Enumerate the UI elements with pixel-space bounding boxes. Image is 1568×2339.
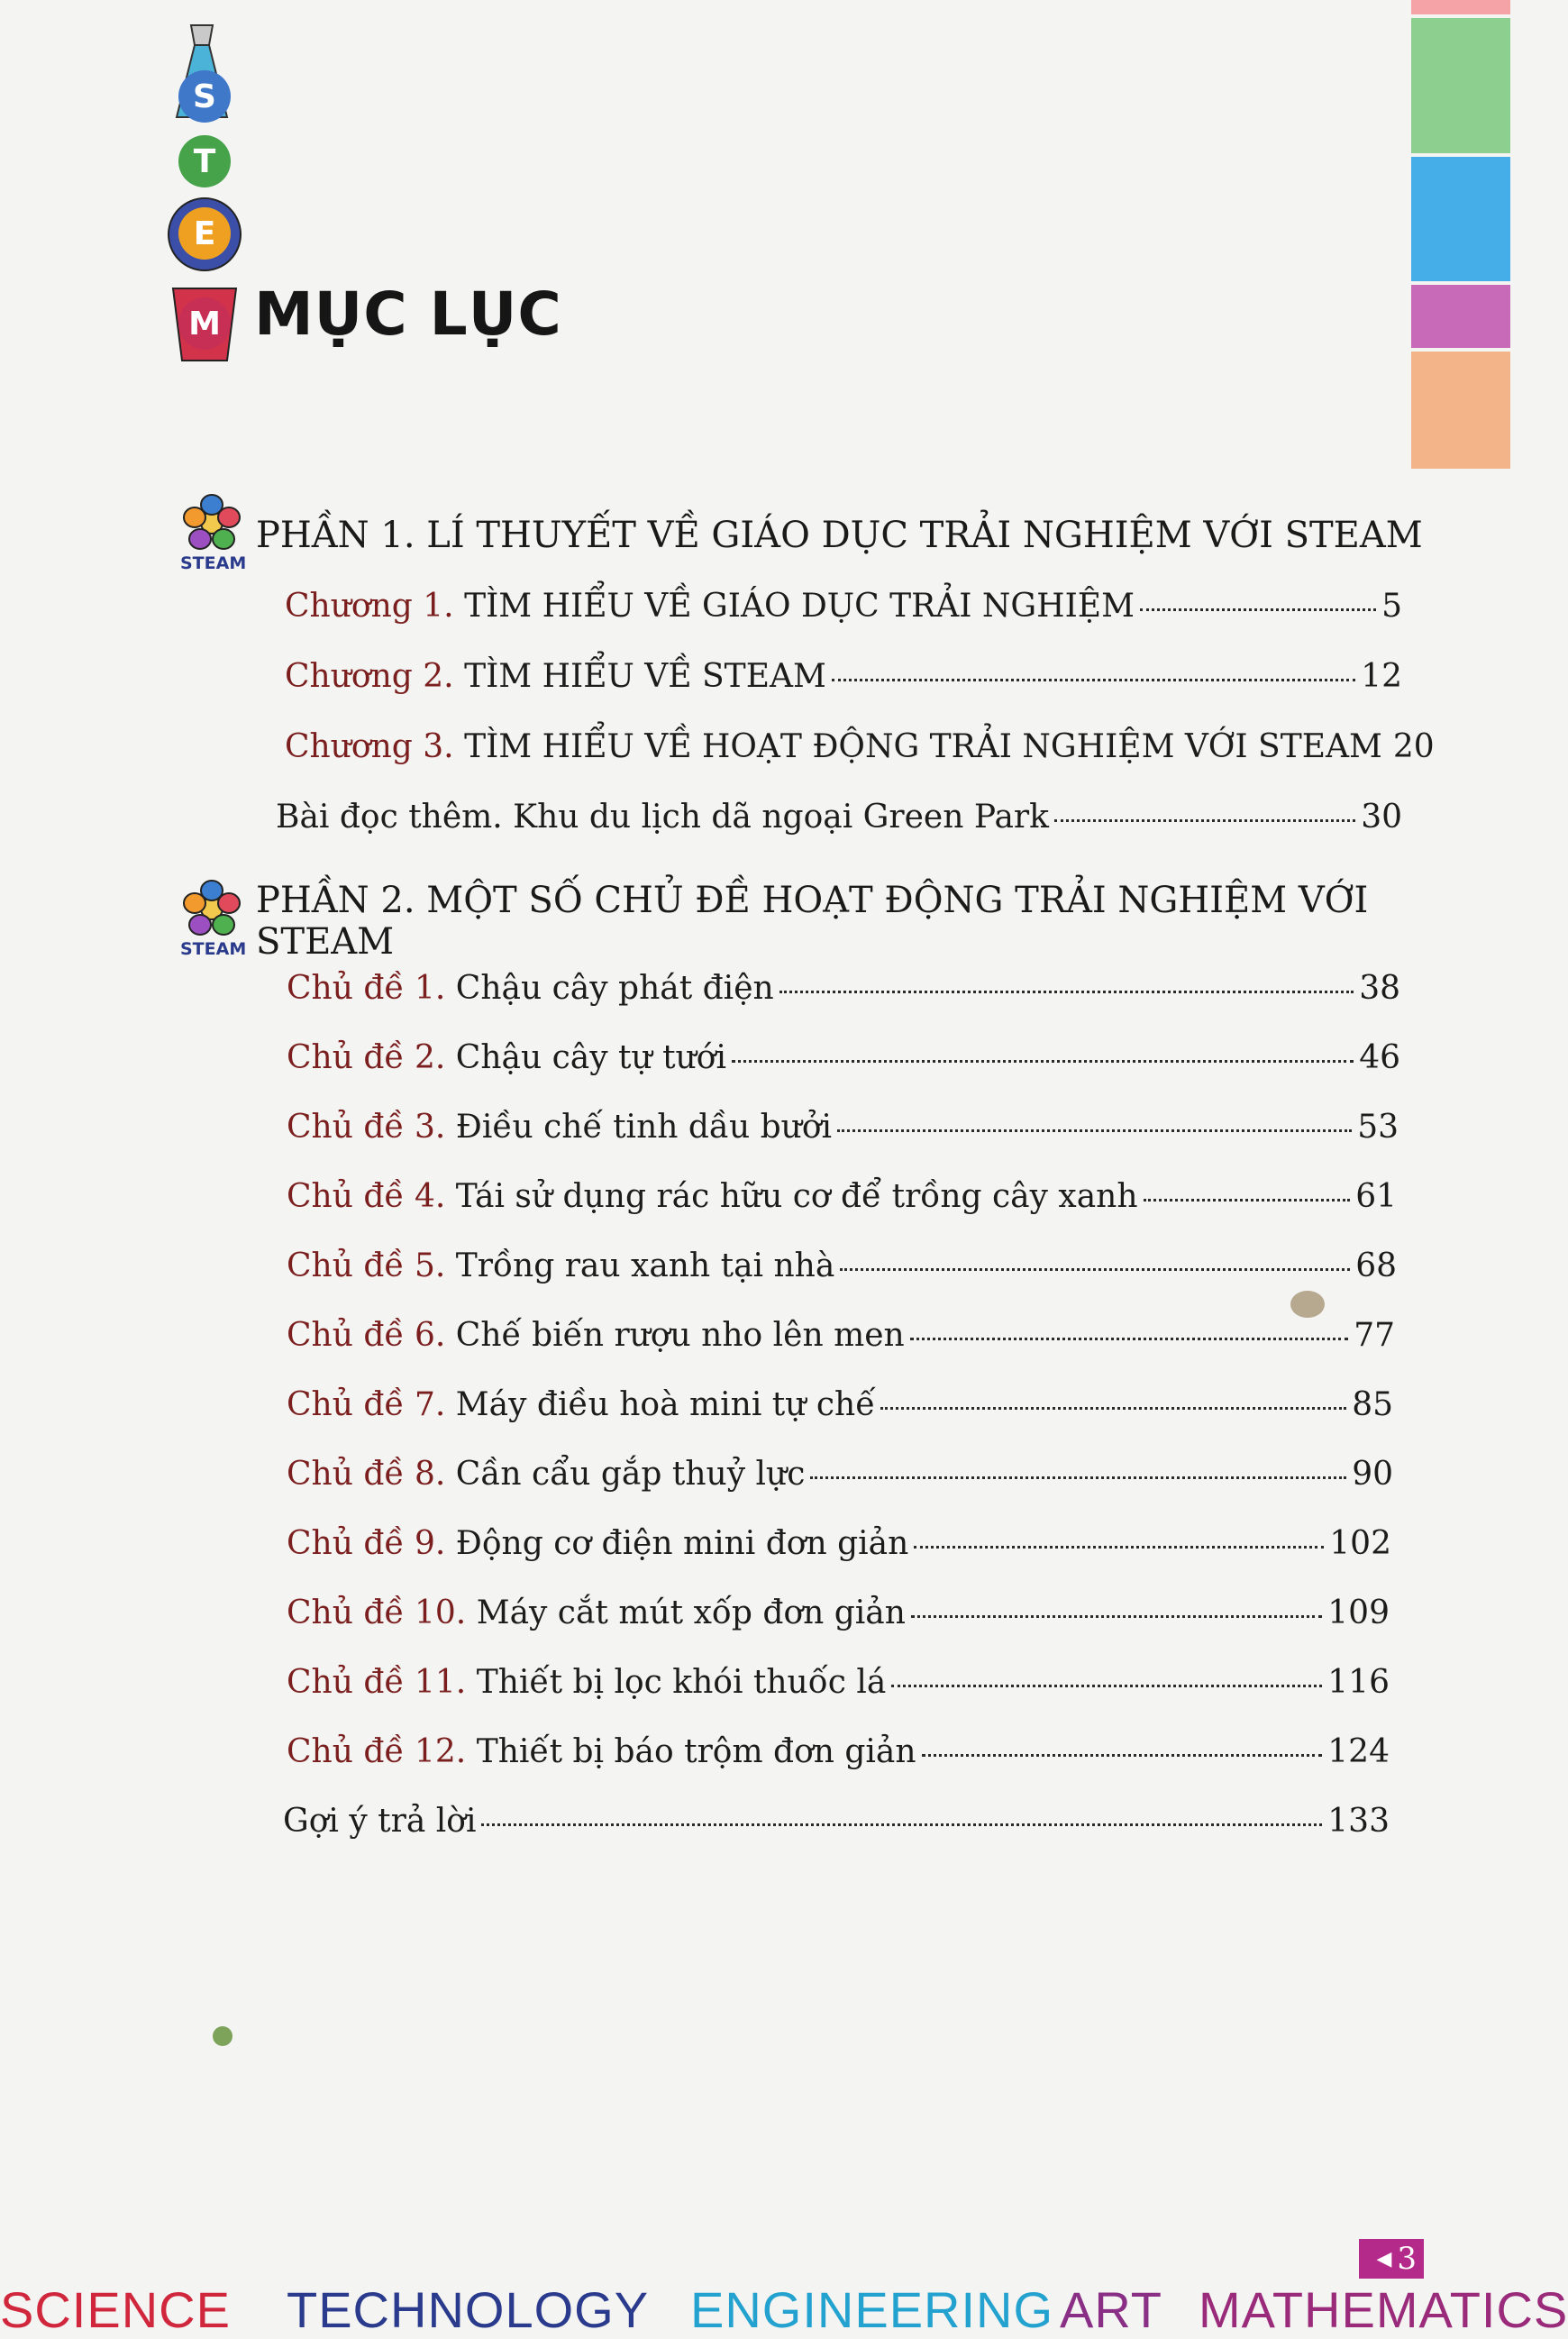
section-tab[interactable] <box>1411 285 1510 348</box>
entry-page: 12 <box>1361 658 1402 695</box>
entry-page: 5 <box>1381 588 1402 625</box>
entry-prefix: Chủ đề 4. <box>287 1178 446 1215</box>
entry-prefix: Chủ đề 11. <box>287 1664 467 1701</box>
toc-entry[interactable] <box>287 1594 1390 1631</box>
footer-engineering: ENGINEERING <box>690 2281 1054 2338</box>
entry-page: 124 <box>1327 1733 1390 1770</box>
steam-flower-icon <box>173 494 251 577</box>
footer-technology: TECHNOLOGY <box>287 2281 650 2338</box>
dot-leader <box>1054 819 1355 822</box>
entry-title: Thiết bị báo trộm đơn giản <box>476 1733 916 1770</box>
toc-entry[interactable] <box>287 1247 1397 1284</box>
entry-title: TÌM HIỂU VỀ GIÁO DỤC TRẢI NGHIỆM <box>464 588 1135 625</box>
stem-letter-e: E <box>178 207 231 260</box>
entry-title: Máy điều hoà mini tự chế <box>455 1386 876 1423</box>
entry-page: 85 <box>1352 1386 1393 1423</box>
entry-page: 46 <box>1359 1039 1400 1076</box>
entry-page: 30 <box>1361 799 1402 836</box>
toc-entry[interactable] <box>287 1456 1393 1493</box>
page-title: MỤC LỤC <box>254 279 562 349</box>
entry-prefix: Chủ đề 6. <box>287 1317 446 1354</box>
entry-page: 133 <box>1327 1803 1390 1840</box>
entry-page: 109 <box>1327 1594 1390 1631</box>
section-tab[interactable] <box>1411 157 1510 281</box>
stem-letter-t: T <box>178 135 231 187</box>
toc-entry[interactable] <box>283 1803 1390 1840</box>
stem-letter-s: S <box>178 70 231 123</box>
entry-title: Chậu cây phát điện <box>455 970 774 1007</box>
entry-prefix: Chủ đề 9. <box>287 1525 446 1562</box>
footer-steam-words <box>0 2280 1568 2338</box>
dot-leader <box>810 1476 1346 1479</box>
toc-entry[interactable] <box>287 970 1400 1007</box>
entry-page: 53 <box>1357 1109 1399 1146</box>
entry-title: Điều chế tinh dầu bưởi <box>455 1109 833 1146</box>
part-heading[interactable] <box>173 880 1510 963</box>
left-arrow-icon: ◀ <box>1376 2247 1392 2270</box>
dot-leader <box>914 1546 1324 1549</box>
toc-entry[interactable] <box>276 799 1402 836</box>
page-number-badge <box>1359 2239 1424 2279</box>
part-heading[interactable] <box>173 494 1423 577</box>
dot-leader <box>481 1823 1322 1826</box>
entry-title: TÌM HIỂU VỀ HOẠT ĐỘNG TRẢI NGHIỆM VỚI STEAM <box>464 728 1382 765</box>
dot-leader <box>922 1754 1323 1757</box>
toc-entry[interactable] <box>287 1039 1400 1076</box>
dot-leader <box>880 1407 1346 1410</box>
toc-entry[interactable] <box>287 1664 1390 1701</box>
entry-prefix: Chủ đề 7. <box>287 1386 446 1423</box>
toc-entry[interactable] <box>285 658 1402 695</box>
entry-page: 61 <box>1355 1178 1397 1215</box>
decorative-dot <box>213 2026 232 2046</box>
entry-prefix: Chương 3. <box>285 728 454 765</box>
part-title: PHẦN 1. LÍ THUYẾT VỀ GIÁO DỤC TRẢI NGHIỆM VỚI STEAM <box>256 515 1423 556</box>
entry-page: 38 <box>1359 970 1400 1007</box>
decorative-smudge <box>1290 1291 1325 1318</box>
entry-page: 116 <box>1327 1664 1390 1701</box>
entry-title: Chậu cây tự tưới <box>455 1039 726 1076</box>
dot-leader <box>1140 608 1376 611</box>
steam-icon-label: STEAM <box>180 553 247 573</box>
toc-entry[interactable] <box>285 588 1402 625</box>
entry-prefix: Chương 1. <box>285 588 454 625</box>
entry-title: Gợi ý trả lời <box>283 1803 477 1840</box>
dot-leader <box>1144 1199 1351 1201</box>
toc-entry[interactable] <box>287 1178 1397 1215</box>
dot-leader <box>910 1338 1348 1340</box>
dot-leader <box>837 1129 1352 1132</box>
section-tab[interactable] <box>1411 352 1510 469</box>
entry-prefix: Chủ đề 12. <box>287 1733 467 1770</box>
toc-entry[interactable] <box>287 1525 1391 1562</box>
stem-letter-m: M <box>178 297 231 350</box>
section-tabs <box>1411 0 1510 472</box>
entry-page: 102 <box>1329 1525 1391 1562</box>
toc-entry[interactable] <box>285 728 1435 765</box>
entry-title: TÌM HIỂU VỀ STEAM <box>464 658 826 695</box>
dot-leader <box>840 1268 1350 1271</box>
section-tab[interactable] <box>1411 18 1510 153</box>
page-number: 3 <box>1397 2241 1417 2277</box>
entry-title: Bài đọc thêm. Khu du lịch dã ngoại Green Park <box>276 799 1049 836</box>
footer-art: ART <box>1060 2281 1162 2338</box>
entry-prefix: Chủ đề 2. <box>287 1039 446 1076</box>
dot-leader <box>732 1060 1354 1063</box>
toc-entry[interactable] <box>287 1317 1395 1354</box>
dot-leader <box>832 679 1355 681</box>
entry-prefix: Chủ đề 5. <box>287 1247 446 1284</box>
footer-science: SCIENCE <box>0 2281 231 2338</box>
part-title: PHẦN 2. MỘT SỐ CHỦ ĐỀ HOẠT ĐỘNG TRẢI NGHIỆM VỚI STEAM <box>256 880 1369 963</box>
dot-leader <box>779 991 1354 993</box>
entry-page: 90 <box>1352 1456 1393 1493</box>
footer-mathematics: MATHEMATICS <box>1199 2281 1568 2338</box>
entry-prefix: Chủ đề 1. <box>287 970 446 1007</box>
entry-title: Cần cẩu gắp thuỷ lực <box>455 1456 806 1493</box>
steam-icon-label: STEAM <box>180 939 247 959</box>
entry-prefix: Chủ đề 10. <box>287 1594 467 1631</box>
entry-prefix: Chủ đề 8. <box>287 1456 446 1493</box>
entry-page: 20 <box>1392 728 1435 765</box>
entry-title: Chế biến rượu nho lên men <box>455 1317 905 1354</box>
toc-entry[interactable] <box>287 1109 1399 1146</box>
entry-prefix: Chương 2. <box>285 658 454 695</box>
entry-prefix: Chủ đề 3. <box>287 1109 446 1146</box>
section-tab[interactable] <box>1411 0 1510 14</box>
stem-badge-icon <box>155 18 254 361</box>
entry-title: Trồng rau xanh tại nhà <box>455 1247 835 1284</box>
steam-flower-icon <box>173 880 251 963</box>
dot-leader <box>891 1685 1322 1687</box>
entry-title: Máy cắt mút xốp đơn giản <box>476 1594 906 1631</box>
entry-title: Tái sử dụng rác hữu cơ để trồng cây xanh <box>455 1178 1138 1215</box>
entry-title: Thiết bị lọc khói thuốc lá <box>476 1664 887 1701</box>
toc-entry[interactable] <box>287 1386 1393 1423</box>
entry-page: 77 <box>1354 1317 1395 1354</box>
toc-entry[interactable] <box>287 1733 1390 1770</box>
dot-leader <box>911 1615 1322 1618</box>
entry-page: 68 <box>1355 1247 1397 1284</box>
entry-title: Động cơ điện mini đơn giản <box>455 1525 909 1562</box>
